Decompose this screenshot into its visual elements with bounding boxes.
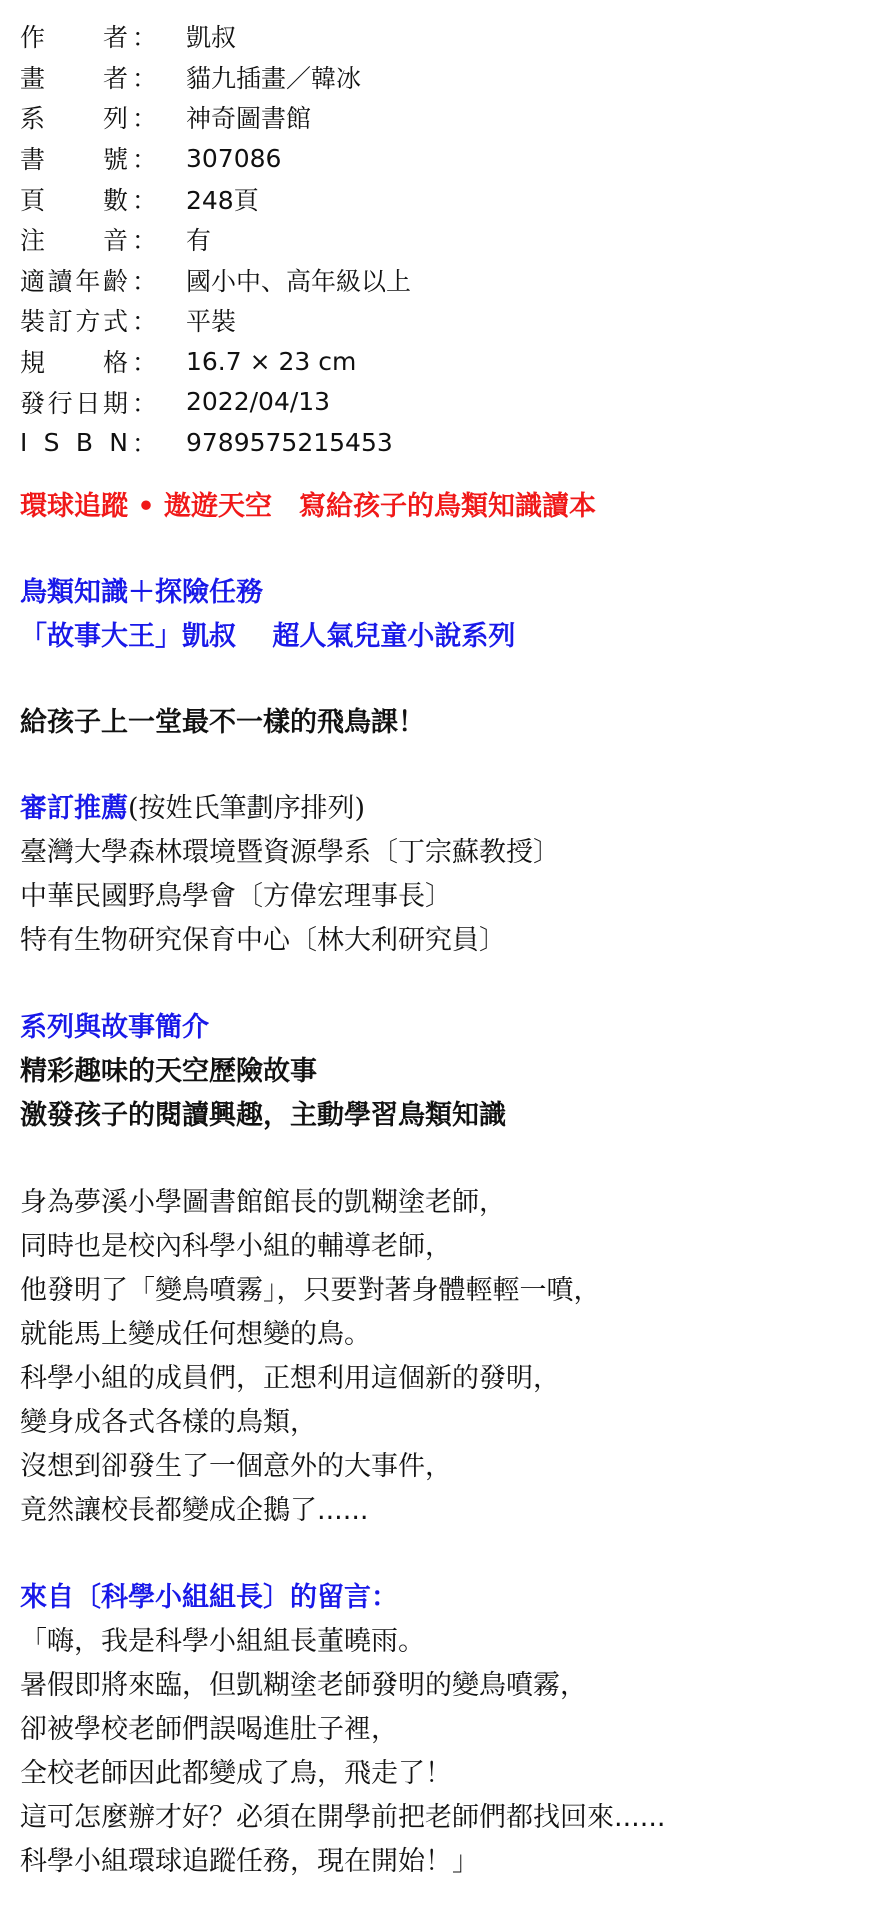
meta-row: [20, 219, 880, 260]
meta-colon: ：: [132, 348, 158, 378]
meta-key: [20, 262, 170, 298]
meta-colon: ：: [132, 104, 158, 134]
meta-label: 作 者: [20, 23, 128, 53]
meta-key: [20, 99, 170, 135]
story-line: 竟然讓校長都變成企鵝了......: [20, 1494, 369, 1526]
meta-label: 裝 訂 方 式: [20, 307, 128, 337]
meta-row: [20, 300, 880, 341]
meta-colon: ：: [132, 185, 158, 215]
meta-key: [20, 302, 170, 338]
meta-key: [20, 181, 170, 217]
meta-row: [20, 57, 880, 98]
meta-label: 注 音: [20, 226, 128, 256]
message-line: 這可怎麼辦才好？必須在開學前把老師們都找回來......: [20, 1801, 666, 1833]
reviewer-line: 特有生物研究保育中心〔林大利研究員〕: [20, 924, 506, 956]
intro-bold-line: 激發孩子的閱讀興趣，主動學習鳥類知識: [20, 1099, 506, 1131]
review-heading: [20, 787, 880, 831]
headline-red: 環球追蹤 • 遨遊天空 寫給孩子的鳥類知識讀本: [20, 490, 597, 522]
meta-label: 適 讀 年 齡: [20, 266, 128, 296]
meta-value: 2022/04/13: [186, 387, 331, 417]
meta-key: [20, 424, 170, 460]
intro-title: 系列與故事簡介: [20, 1011, 209, 1043]
meta-label: 畫 者: [20, 63, 128, 93]
meta-key: [20, 384, 170, 420]
feature-line: 「故事大王」凱叔 超人氣兒童小說系列: [20, 620, 516, 652]
meta-colon: ：: [132, 226, 158, 256]
story-line: 就能馬上變成任何想變的鳥。: [20, 1318, 371, 1350]
message-line: 暑假即將來臨，但凱糊塗老師發明的變鳥噴霧，: [20, 1669, 587, 1701]
meta-value: 9789575215453: [186, 427, 393, 457]
feature-line: 鳥類知識＋探險任務: [20, 576, 263, 608]
meta-key: [20, 59, 170, 95]
meta-value: 307086: [186, 143, 282, 173]
message-line: 全校老師因此都變成了鳥，飛走了！: [20, 1757, 452, 1789]
meta-colon: ：: [132, 23, 158, 53]
message-line: 卻被學校老師們誤喝進肚子裡，: [20, 1713, 398, 1745]
review-title: 審訂推薦: [20, 792, 128, 824]
meta-row: [20, 16, 880, 57]
message-title: 來自〔科學小組組長〕的留言：: [20, 1581, 398, 1613]
meta-key: [20, 18, 170, 54]
meta-row: [20, 260, 880, 301]
story-line: 沒想到卻發生了一個意外的大事件，: [20, 1450, 452, 1482]
meta-row: [20, 422, 880, 463]
message-line: 科學小組環球追蹤任務，現在開始！」: [20, 1845, 479, 1877]
review-note: (按姓氏筆劃序排列): [128, 792, 366, 824]
story-line: 同時也是校內科學小組的輔導老師，: [20, 1230, 452, 1262]
intro-bold-line: 精彩趣味的天空歷險故事: [20, 1055, 317, 1087]
story-line: 身為夢溪小學圖書館館長的凱糊塗老師，: [20, 1186, 506, 1218]
meta-row: [20, 97, 880, 138]
story-line: 科學小組的成員們，正想利用這個新的發明，: [20, 1362, 560, 1394]
meta-row: [20, 178, 880, 219]
meta-value: 248頁: [186, 185, 259, 215]
reviewer-line: 臺灣大學森林環境暨資源學系〔丁宗蘇教授〕: [20, 836, 560, 868]
meta-label: 系 列: [20, 104, 128, 134]
story-line: 他發明了「變鳥噴霧」，只要對著身體輕輕一噴，: [20, 1274, 601, 1306]
meta-value: 神奇圖書館: [186, 104, 312, 134]
meta-colon: ：: [132, 307, 158, 337]
meta-label: 頁 數: [20, 185, 128, 215]
meta-value: 貓九插畫／韓冰: [186, 63, 362, 93]
meta-label: I S B N: [20, 427, 128, 457]
meta-key: [20, 343, 170, 379]
meta-label: 規 格: [20, 348, 128, 378]
meta-row: [20, 381, 880, 422]
meta-colon: ：: [132, 145, 158, 175]
meta-key: [20, 221, 170, 257]
reviewer-line: 中華民國野鳥學會〔方偉宏理事長〕: [20, 880, 452, 912]
book-meta-list: [20, 16, 880, 463]
meta-key: [20, 140, 170, 176]
meta-colon: ：: [132, 429, 158, 459]
meta-value: 16.7 × 23 cm: [186, 346, 357, 376]
tagline: 給孩子上一堂最不一樣的飛鳥課！: [20, 706, 425, 738]
meta-colon: ：: [132, 388, 158, 418]
meta-value: 凱叔: [186, 23, 237, 53]
meta-row: [20, 138, 880, 179]
meta-value: 國小中、高年級以上: [186, 266, 412, 296]
meta-label: 書 號: [20, 145, 128, 175]
meta-colon: ：: [132, 63, 158, 93]
meta-colon: ：: [132, 266, 158, 296]
story-line: 變身成各式各樣的鳥類，: [20, 1406, 317, 1438]
message-line: 「嗨，我是科學小組組長董曉雨。: [20, 1625, 425, 1657]
meta-label: 發 行 日 期: [20, 388, 128, 418]
meta-value: 平裝: [186, 307, 237, 337]
meta-value: 有: [186, 226, 212, 256]
meta-row: [20, 341, 880, 382]
